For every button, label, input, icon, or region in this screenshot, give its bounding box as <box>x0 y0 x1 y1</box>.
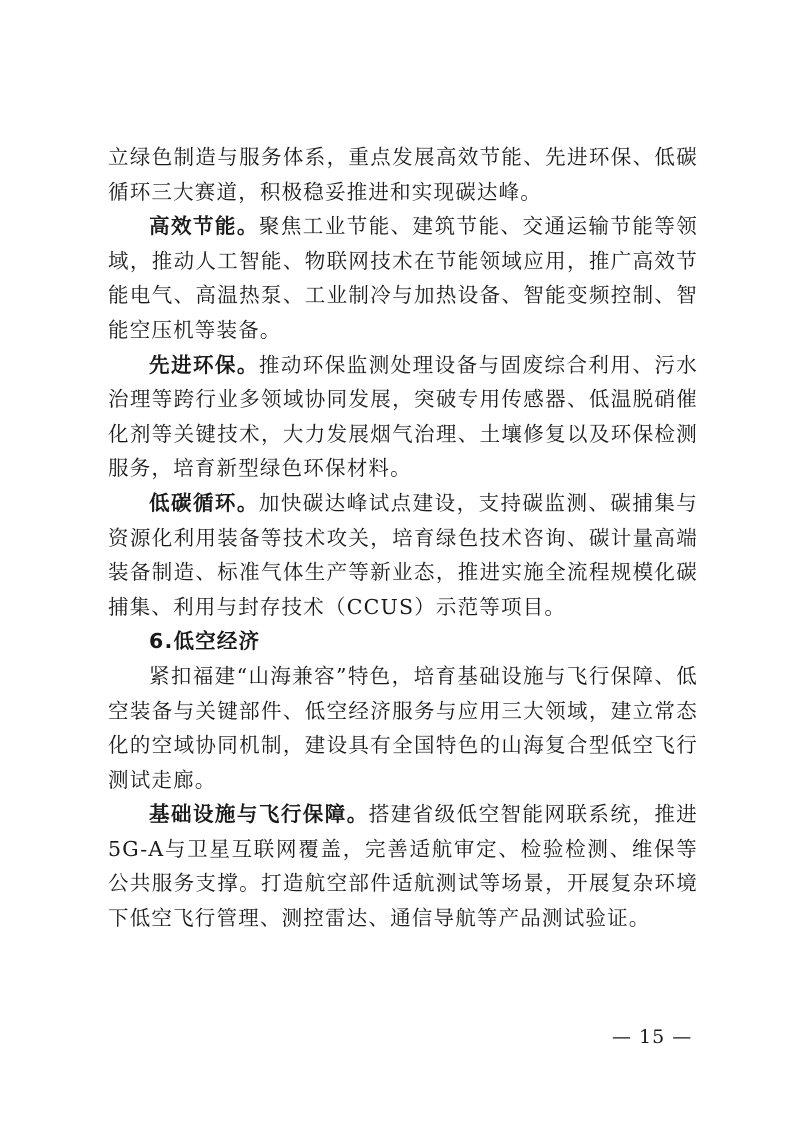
document-body <box>108 140 698 936</box>
paragraph-lead: 基础设施与飞行保障。 <box>149 802 369 827</box>
paragraph-lead: 高效节能。 <box>149 214 259 239</box>
paragraph-text: 加快碳达峰试点建设，支持碳监测、碳捕集与资源化利用装备等技术攻关，培育绿色技术咨询、碳计量高端装备制造、标准气体生产等新业态，推进实施全流程规模化碳捕集、利用与封存技术（CCUS）示范等项目。 <box>108 490 699 619</box>
section-intro: 紧扣福建“山海兼容”特色，培育基础设施与飞行保障、低空装备与关键部件、低空经济服务与应用三大领域，建立常态化的空域协同机制，建设具有全国特色的山海复合型低空飞行测试走廊。 <box>108 663 698 792</box>
paragraph-text: 搭建省级低空智能网联系统，推进5G-A与卫星互联网覆盖，完善适航审定、检验检测、维保等公共服务支撑。打造航空部件适航测试等场景，开展复杂环境下低空飞行管理、测控雷达、通信导航等产品测试验证。 <box>108 802 699 931</box>
paragraph-lead: 先进环保。 <box>149 352 259 377</box>
paragraph-efficient-energy <box>108 209 698 347</box>
paragraph-infrastructure <box>108 797 698 935</box>
paragraph-text: 立绿色制造与服务体系，重点发展高效节能、先进环保、低碳循环三大赛道，积极稳妥推进和实现碳达峰。 <box>108 145 698 204</box>
paragraph-text: 推动环保监测处理设备与固废综合利用、污水治理等跨行业多领域协同发展，突破专用传感器、低温脱硝催化剂等关键技术，大力发展烟气治理、土壤修复以及环保检测服务，培育新型绿色环保材料。 <box>108 352 699 481</box>
paragraph-intro <box>108 140 698 209</box>
paragraph-lead: 低碳循环。 <box>149 490 259 515</box>
paragraph-text: 聚焦工业节能、建筑节能、交通运输节能等领域，推动人工智能、物联网技术在节能领域应用，推广高效节能电气、高温热泵、工业制冷与加热设备、智能变频控制、智能空压机等装备。 <box>108 214 699 342</box>
paragraph-advanced-env <box>108 348 698 486</box>
section-heading: 6.低空经济 <box>149 629 261 654</box>
paragraph-low-carbon <box>108 486 698 624</box>
page-number: — 15 — <box>612 1026 693 1048</box>
